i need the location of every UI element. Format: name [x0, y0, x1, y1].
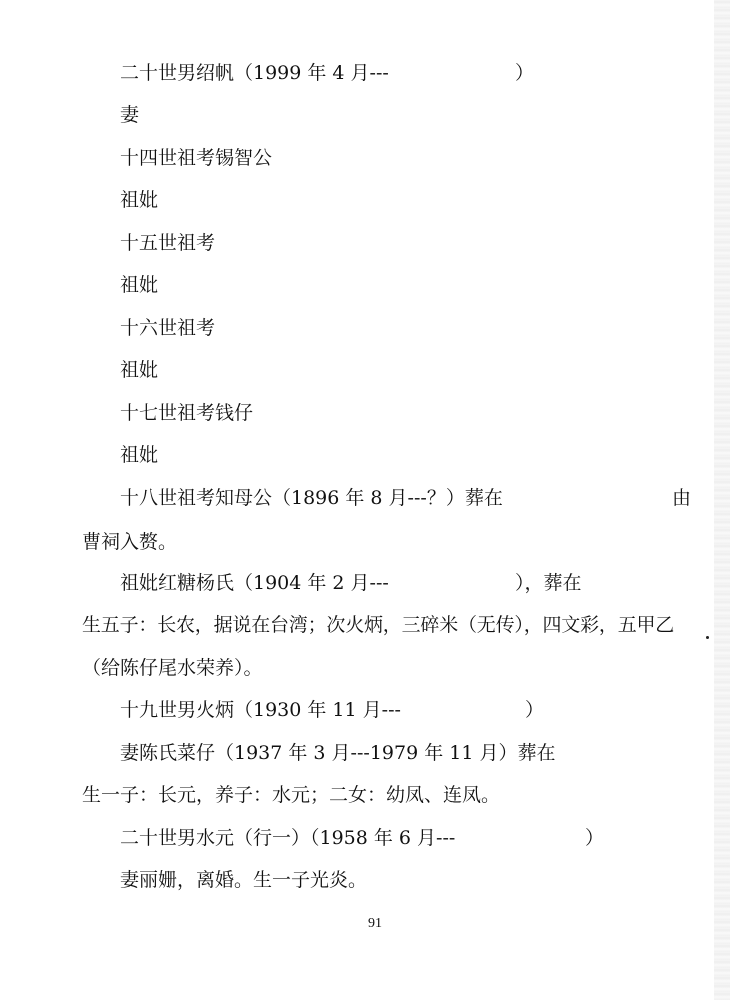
text-line: 二十世男水元（行一）（1958 年 6 月--- — [120, 827, 456, 849]
closing-paren: ），葬在 — [515, 572, 582, 594]
closing-paren: ） — [515, 62, 535, 84]
page-number: 91 — [368, 916, 382, 931]
text-line: 妻 — [120, 104, 140, 126]
text-line: 十八世祖考知母公（1896 年 8 月---？）葬在 — [120, 487, 503, 509]
text-line: 十五世祖考 — [120, 232, 216, 254]
text-line: 十七世祖考钱仔 — [120, 402, 254, 424]
text-line: 十四世祖考锡智公 — [120, 147, 273, 169]
text-line: 妻丽姗，离婚。生一子光炎。 — [120, 869, 368, 891]
scan-edge-shadow — [714, 0, 730, 1000]
text-line: 生五子：长农，据说在台湾；次火炳，三碎米（无传），四文彩，五甲乙 — [82, 614, 675, 636]
scan-speck — [706, 636, 709, 639]
text-line: 祖妣 — [120, 444, 159, 466]
text-line: 妻陈氏菜仔（1937 年 3 月---1979 年 11 月）葬在 — [120, 742, 556, 764]
text-line: 祖妣红糖杨氏（1904 年 2 月--- — [120, 572, 389, 594]
text-line: 十六世祖考 — [120, 317, 216, 339]
text-line: （给陈仔尾水荣养）。 — [82, 657, 263, 679]
closing-paren: ） — [525, 699, 545, 721]
text-line: 祖妣 — [120, 189, 159, 211]
text-line: 祖妣 — [120, 359, 159, 381]
text-line: 二十世男绍帆（1999 年 4 月--- — [120, 62, 389, 84]
text-line: 祖妣 — [120, 274, 159, 296]
text-line: 十九世男火炳（1930 年 11 月--- — [120, 699, 401, 721]
text-line: 曹祠入赘。 — [82, 531, 178, 553]
closing-paren: ） — [585, 827, 605, 849]
text-line: 生一子：长元，养子：水元；二女：幼凤、连凤。 — [82, 784, 501, 806]
line-end-text: 由 — [672, 487, 692, 509]
